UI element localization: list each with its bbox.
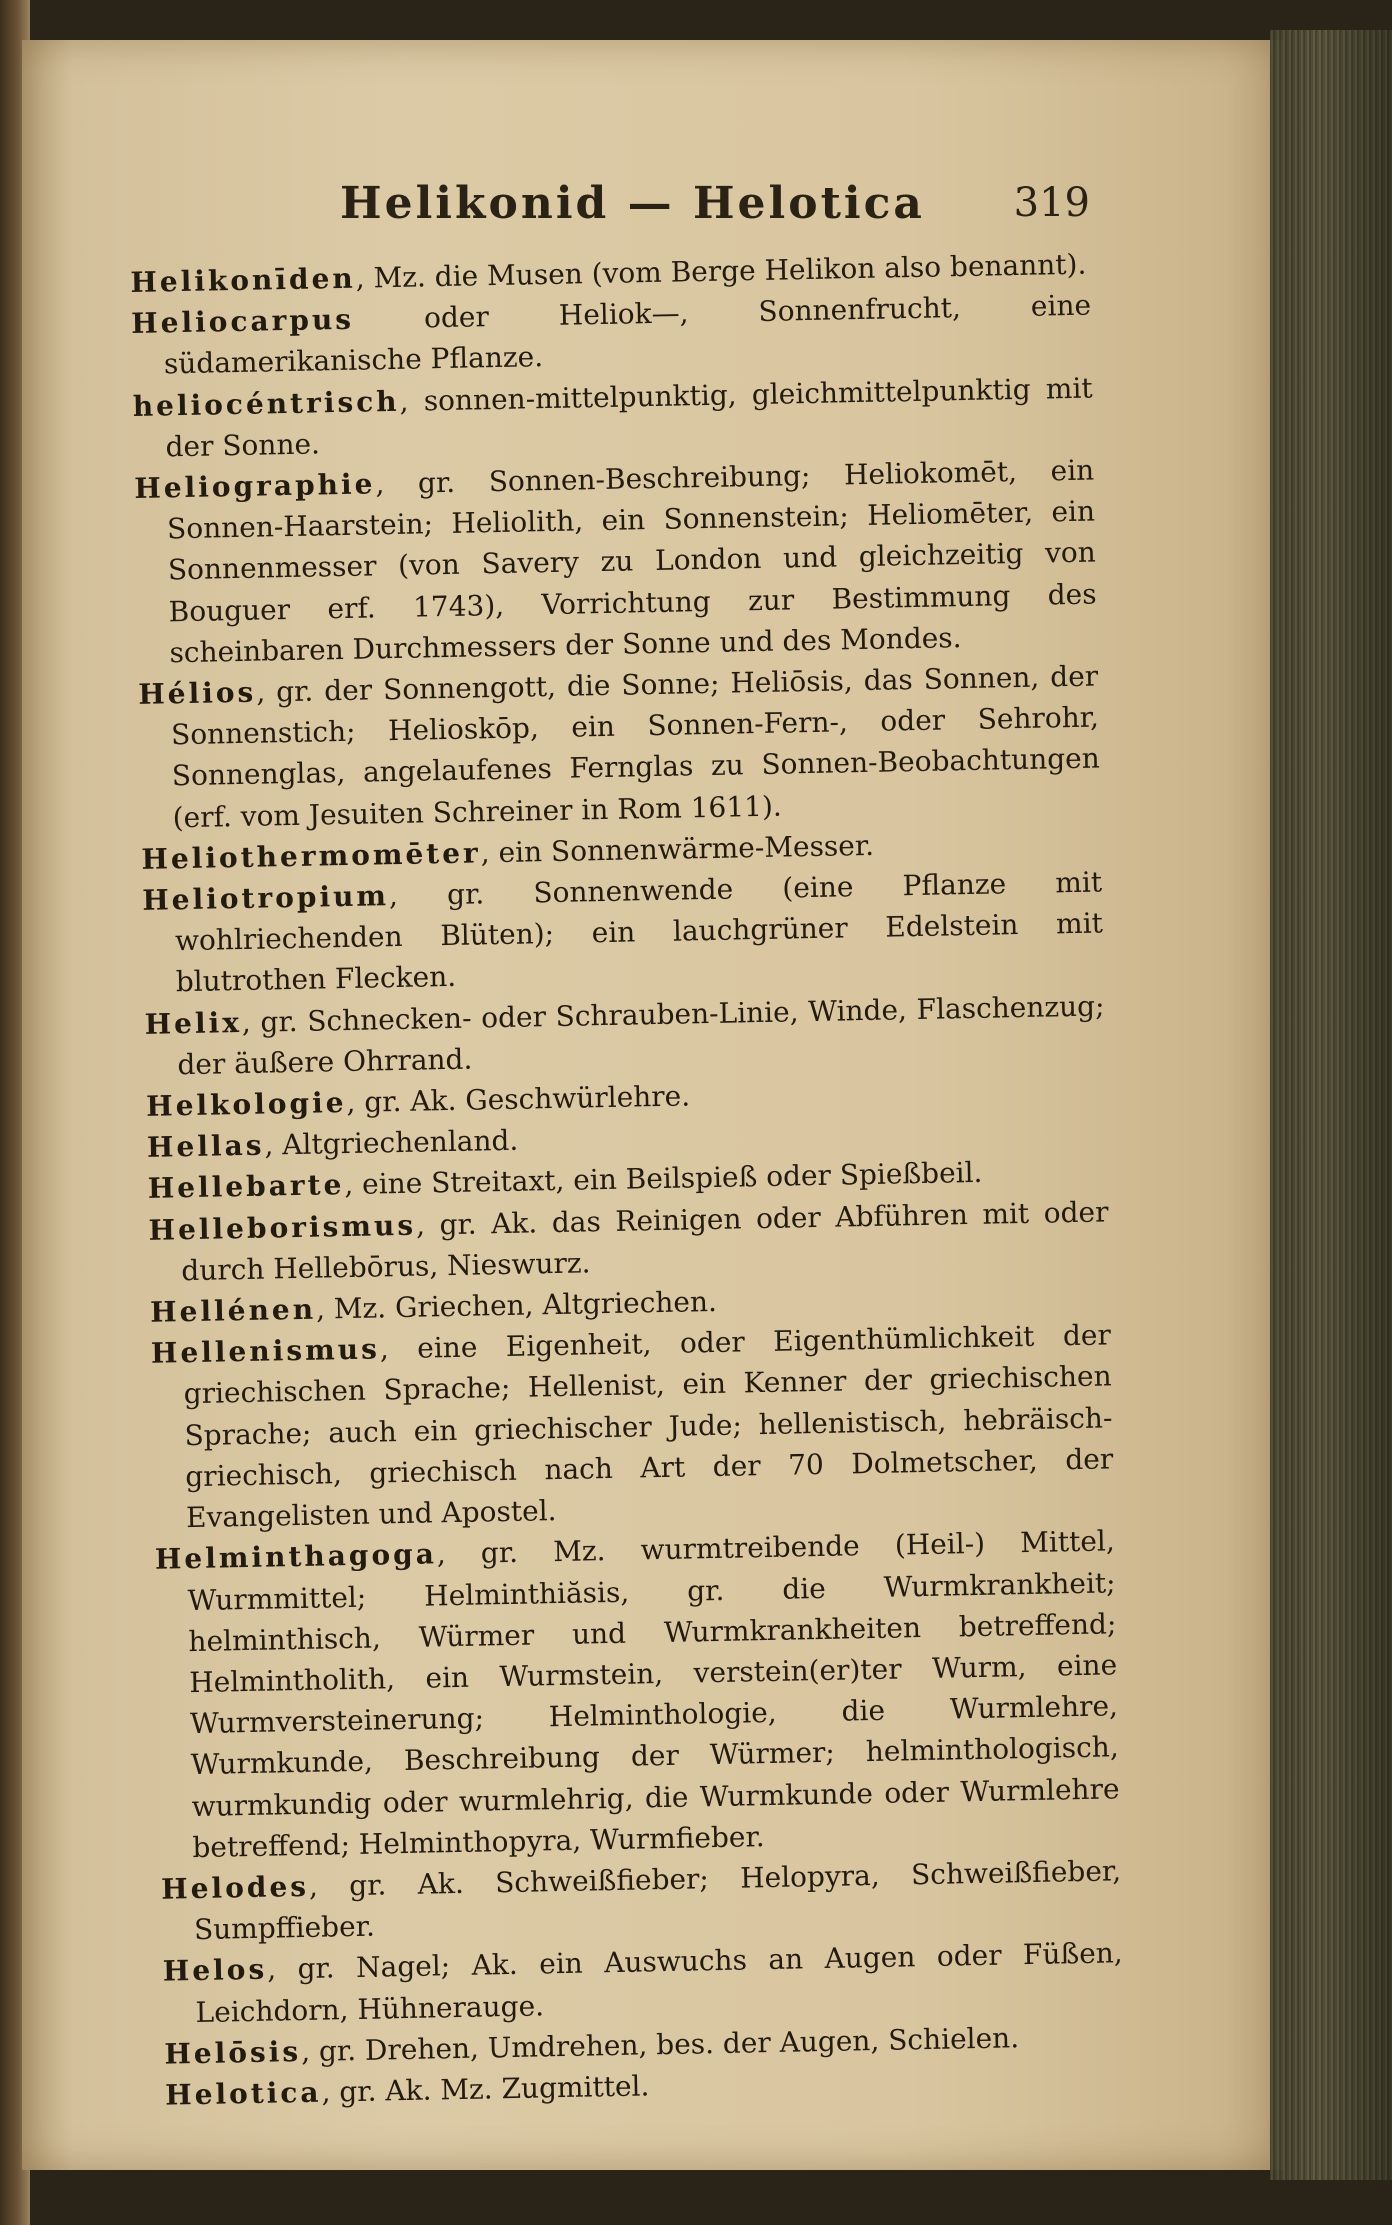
entry-lemma: Heliotropium bbox=[141, 879, 390, 917]
entry-definition: , gr. der Sonnengott, die Sonne; Heliōsis, das Sonnen, der Sonnenstich; Helioskōp, ein Sonnen-Fern-, oder Sehrohr, Sonnenglas, angelaufenes Fernglas zu Sonnen-Beobachtungen (erf. vom Jesuiten Schreiner in Rom 1611). bbox=[170, 659, 1101, 834]
entry-lemma: Helotica bbox=[164, 2075, 322, 2112]
entry-lemma: Heliothermomēter bbox=[141, 836, 482, 876]
entry-lemma: Helōsis bbox=[164, 2034, 302, 2071]
entry-definition: , Mz. die Musen (vom Berge Helikon also benannt). bbox=[355, 247, 1087, 295]
entry-definition: , eine Eigenheit, oder Eigenthümlichkeit der griechischen Sprache; Hellenist, ein Kenner der griechischen Sprache; auch ein griechischer Jude; hellenistisch, hebräisch-griechisch, griechisch nach Art der 70 Dolmetscher, der Evangelisten und Apostel. bbox=[183, 1318, 1114, 1535]
dictionary-entry bbox=[134, 450, 1098, 674]
entry-lemma: Hellas bbox=[146, 1128, 265, 1165]
running-head: Helikonid — Helotica bbox=[340, 178, 925, 229]
page-number: 319 bbox=[1013, 180, 1090, 226]
entry-definition: , gr. Nagel; Ak. ein Auswuchs an Augen oder Füßen, Leichdorn, Hühnerauge. bbox=[195, 1936, 1123, 2029]
entry-lemma: Helleborismus bbox=[148, 1208, 417, 1247]
entry-lemma: Helkologie bbox=[145, 1086, 347, 1123]
entry-definition: , gr. Sonnen-Beschreibung; Heliokomēt, ein Sonnen-Haarstein; Heliolith, ein Sonnenstein; Heliomēter, ein Sonnenmesser (von Savery zu London und gleichzeitig von Bouguer erf. 1743), Vorrichtung zur Bestimmung des scheinbaren Durchmessers der Sonne und des Mondes. bbox=[166, 453, 1097, 670]
entry-definition: oder Heliok—, Sonnenfrucht, eine südamerikanische Pflanze. bbox=[163, 288, 1092, 381]
entry-definition: , gr. Ak. Geschwürlehre. bbox=[346, 1079, 691, 1120]
page-header bbox=[150, 178, 1090, 248]
dictionary-entry bbox=[138, 656, 1101, 839]
entry-lemma: Heliographie bbox=[134, 467, 376, 505]
entry-lemma: heliocéntrisch bbox=[132, 384, 400, 423]
entry-definition: , gr. Ak. das Reinigen oder Abführen mit oder durch Hellebōrus, Nieswurz. bbox=[181, 1195, 1109, 1288]
entry-lemma: Hellenismus bbox=[150, 1332, 381, 1371]
dictionary-entry bbox=[151, 1315, 1115, 1539]
entry-definition: , Altgriechenland. bbox=[264, 1123, 519, 1162]
entry-lemma: Heliocarpus bbox=[130, 302, 355, 341]
dictionary-entries bbox=[130, 244, 1125, 2116]
entry-lemma: Helos bbox=[162, 1953, 268, 1989]
entry-definition: , ein Sonnenwärme-Messer. bbox=[480, 828, 875, 870]
entry-definition: , gr. Schnecken- oder Schrauben-Linie, Winde, Flaschenzug; der äußere Ohrrand. bbox=[177, 989, 1105, 1082]
entry-lemma: Helminthagoga bbox=[154, 1537, 438, 1577]
entry-lemma: Hélios bbox=[137, 675, 257, 711]
entry-definition: , gr. Sonnenwende (eine Pflanze mit wohlriechenden Blüten); ein lauchgrüner Edelstein mit blutrothen Flecken. bbox=[174, 865, 1104, 999]
entry-definition: , sonnen-mittelpunktig, gleichmittelpunktig mit der Sonne. bbox=[165, 371, 1093, 464]
entry-definition: , gr. Mz. wurmtreibende (Heil-) Mittel, Wurmmittel; Helminthiăsis, gr. die Wurmkrankheit; helminthisch, Würmer und Wurmkrankheiten betreffend; Helmintholith, ein Wurmstein, verstein(er)ter Wurm, eine Wurmversteinerung; Helminthologie, die Wurmlehre, Wurmkunde, Beschreibung der Würmer; helminthologisch, wurmkundig oder wurmlehrig, die Wurmkunde oder Wurmlehre betreffend; Helminthopyra, Wurmfieber. bbox=[187, 1524, 1120, 1864]
dictionary-entry bbox=[155, 1521, 1121, 1869]
entry-definition: , Mz. Griechen, Altgriechen. bbox=[315, 1285, 718, 1326]
entry-lemma: Helodes bbox=[160, 1869, 310, 1906]
entry-lemma: Helix bbox=[144, 1005, 243, 1041]
entry-definition: , gr. Ak. Mz. Zugmittel. bbox=[321, 2069, 650, 2109]
dictionary-entry bbox=[142, 862, 1104, 1004]
entry-definition: , gr. Ak. Schweißfieber; Helopyra, Schweißfieber, Sumpffieber. bbox=[193, 1854, 1122, 1947]
entry-definition: , eine Streitaxt, ein Beilspieß oder Spießbeil. bbox=[344, 1156, 983, 1202]
entry-lemma: Helikonīden bbox=[130, 261, 357, 299]
entry-lemma: Hellénen bbox=[149, 1292, 317, 1329]
entry-lemma: Hellebarte bbox=[147, 1168, 345, 1206]
entry-definition: , gr. Drehen, Umdrehen, bes. der Augen, Schielen. bbox=[300, 2020, 1020, 2068]
